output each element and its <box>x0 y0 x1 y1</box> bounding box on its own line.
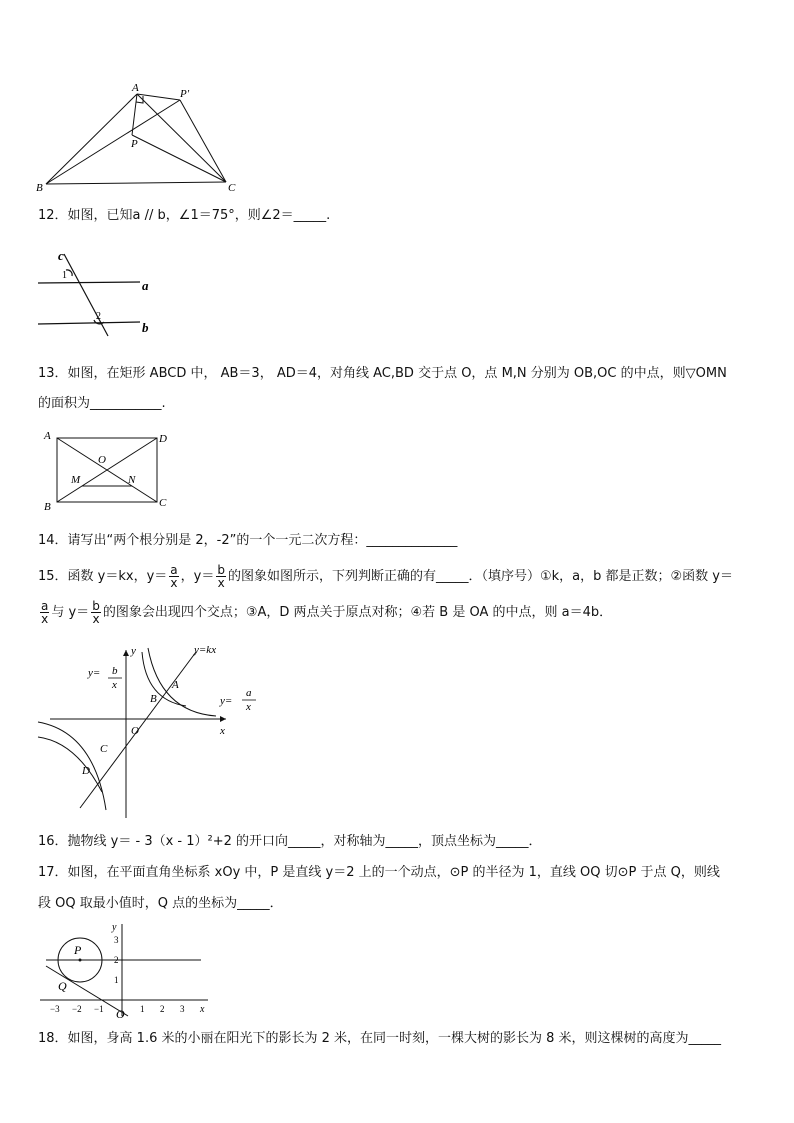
q15-label-x: x <box>220 725 225 737</box>
q17-tick-y1: 1 <box>114 975 119 985</box>
q15-frac-a-num: a <box>246 687 252 699</box>
q15-mid1: ，y＝ <box>180 569 215 584</box>
q13-label-d: D <box>159 433 167 445</box>
q17-tick-xm3: −3 <box>50 1004 60 1014</box>
q15-frac-b-num: b <box>112 665 118 677</box>
q17-tick-x3: 3 <box>180 1004 185 1014</box>
q15-label-d: D <box>82 765 90 777</box>
q11-label-p-prime: P' <box>180 88 190 100</box>
q12-label-c: c <box>58 248 64 263</box>
q15-figure <box>36 640 276 820</box>
q17-tick-y3: 3 <box>114 935 119 945</box>
q17-label-y: y <box>112 922 117 933</box>
q12-figure <box>36 240 166 340</box>
q13-line1: 13．如图，在矩形 ABCD 中， AB＝3， AD＝4，对角线 AC,BD 交于点 O，点 M,N 分别为 OB,OC 的中点，则▽OMN <box>38 366 727 381</box>
q15-label-o: O <box>131 725 139 737</box>
q18-text: 18．如图，身高 1.6 米的小丽在阳光下的影长为 2 米，在同一时刻，一棵大树的影长为 8 米，则这棵树的高度为_____ <box>38 1031 722 1046</box>
q15-frac-b: $\frac{b}{x}$ <box>217 563 225 590</box>
q15-label-c: C <box>100 743 108 755</box>
q15-label-a: A <box>172 679 179 691</box>
q15-label-b: B <box>150 693 157 705</box>
q11-label-c: C <box>228 182 236 194</box>
q17-tick-xm1: −1 <box>94 1004 104 1014</box>
q17-label-p: P <box>74 943 82 957</box>
q15-label-y: y <box>131 645 136 657</box>
q11-label-b: B <box>36 182 43 194</box>
q12-label-1: 1 <box>62 270 67 281</box>
q17-label-o: O <box>116 1007 125 1020</box>
q17-label-x: x <box>200 1004 205 1015</box>
q13-label-c: C <box>159 497 167 509</box>
q17-tick-x2: 2 <box>160 1004 165 1014</box>
q13-label-n: N <box>128 474 136 486</box>
q15-line2 <box>38 598 612 628</box>
q12-label-a: a <box>142 278 149 293</box>
q15-line2-mid: 与 y＝ <box>51 605 90 620</box>
q17-tick-xm2: −2 <box>72 1004 82 1014</box>
q15-frac-b-den: x <box>112 679 117 691</box>
q13-label-a: A <box>44 430 51 442</box>
q15-pre: 15．函数 y＝kx，y＝ <box>38 569 168 584</box>
q15-line1 <box>38 562 733 592</box>
q15-frac-a-den: x <box>246 701 251 713</box>
q15-label-yb: y= <box>88 667 101 679</box>
q12-label-b: b <box>142 320 149 335</box>
q17-label-q: Q <box>58 979 67 993</box>
q11-label-a: A <box>132 82 139 94</box>
q16-text: 16．抛物线 y＝ - 3（x - 1）²+2 的开口向_____，对称轴为_____，顶点坐标为_____． <box>38 834 542 849</box>
q14-text: 14．请写出“两个根分别是 2，-2”的一个一元二次方程：______________ <box>38 533 458 548</box>
q12-text: 12．如图，已知a // b，∠1＝75°，则∠2＝_____. <box>38 208 331 223</box>
q13-label-o: O <box>98 454 106 466</box>
q15-line2-frac-b: $\frac{b}{x}$ <box>92 599 100 626</box>
q15-frac-a: $\frac{a}{x}$ <box>170 563 178 590</box>
q17-line2: 段 OQ 取最小值时，Q 点的坐标为_____． <box>38 896 283 911</box>
q17-line1: 17．如图，在平面直角坐标系 xOy 中，P 是直线 y＝2 上的一个动点，⊙P 的半径为 1，直线 OQ 切⊙P 于点 Q，则线 <box>38 865 720 880</box>
q17-tick-y2: 2 <box>114 955 119 965</box>
q17-figure <box>36 920 216 1020</box>
q15-label-ykx: y=kx <box>194 644 217 656</box>
q15-post: 的图象如图所示，下列判断正确的有_____．（填序号）①k，a，b 都是正数；②函数 y＝ <box>227 569 733 584</box>
q12-label-2: 2 <box>96 311 101 322</box>
q11-label-p: P <box>131 138 138 150</box>
q17-tick-x1: 1 <box>140 1004 145 1014</box>
q13-label-b: B <box>44 501 51 513</box>
q15-line2-frac-a: $\frac{a}{x}$ <box>41 599 49 626</box>
q11-figure <box>30 80 250 195</box>
q13-line2: 的面积为___________. <box>38 396 166 411</box>
q13-figure <box>38 428 178 516</box>
q15-label-ya: y= <box>220 695 233 707</box>
q15-line2-post: 的图象会出现四个交点；③A，D 两点关于原点对称；④若 B 是 OA 的中点，则 a＝4b． <box>102 605 613 620</box>
q13-label-m: M <box>71 474 81 486</box>
